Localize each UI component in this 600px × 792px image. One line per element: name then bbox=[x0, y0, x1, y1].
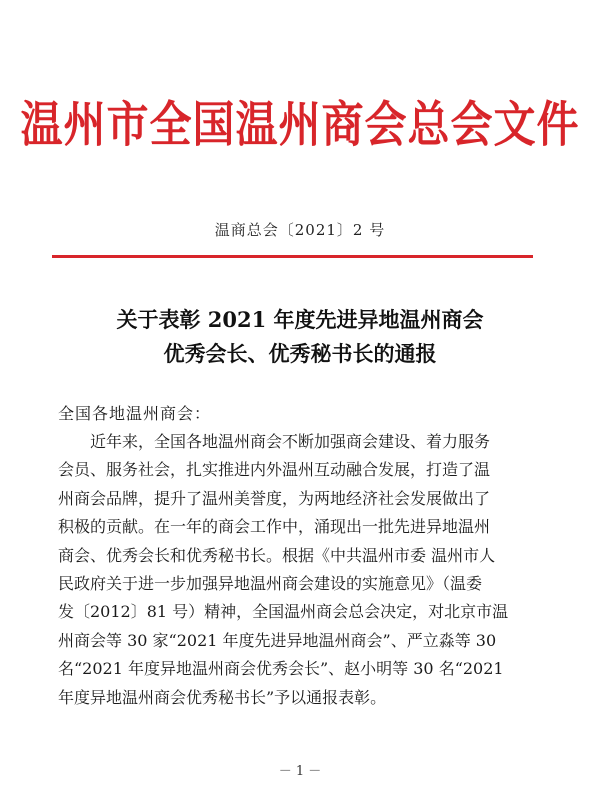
red-divider-line bbox=[52, 255, 533, 258]
notice-title-line-1: 关于表彰 2021 年度先进异地温州商会 bbox=[116, 307, 484, 332]
notice-title bbox=[0, 303, 600, 371]
body-line: 名“2021 年度异地温州商会优秀会长”、赵小明等 30 名“2021 bbox=[58, 659, 504, 679]
body-line: 会员、服务社会，扎实推进内外温州互动融合发展，打造了温 bbox=[58, 460, 491, 480]
body-line: 民政府关于进一步加强异地温州商会建设的实施意见》（温委 bbox=[58, 574, 483, 594]
page-number: － 1 － bbox=[278, 764, 322, 779]
body-line: 年度异地温州商会优秀秘书长”予以通报表彰。 bbox=[58, 687, 387, 707]
body-line: 近年来，全国各地温州商会不断加强商会建设、着力服务 bbox=[58, 432, 491, 451]
body-line: 发〔2012〕81 号）精神，全国温州商会总会决定，对北京市温 bbox=[58, 602, 509, 622]
notice-title-line-2: 优秀会长、优秀秘书长的通报 bbox=[163, 341, 437, 366]
document-number: 温商总会〔2021〕2 号 bbox=[214, 221, 386, 239]
body-line: 积极的贡献。在一年的商会工作中，涌现出一批先进异地温州 bbox=[58, 517, 491, 537]
document-header-title: 温州市全国温州商会总会文件 bbox=[20, 96, 580, 153]
body-paragraph bbox=[58, 428, 534, 712]
body-line: 州商会品牌，提升了温州美誉度，为两地经济社会发展做出了 bbox=[58, 488, 491, 508]
body-line: 商会、优秀会长和优秀秘书长。根据《中共温州市委 温州市人 bbox=[58, 545, 496, 565]
body-line: 州商会等 30 家“2021 年度先进异地温州商会”、严立淼等 30 bbox=[58, 630, 497, 650]
salutation: 全国各地温州商会： bbox=[58, 404, 212, 423]
